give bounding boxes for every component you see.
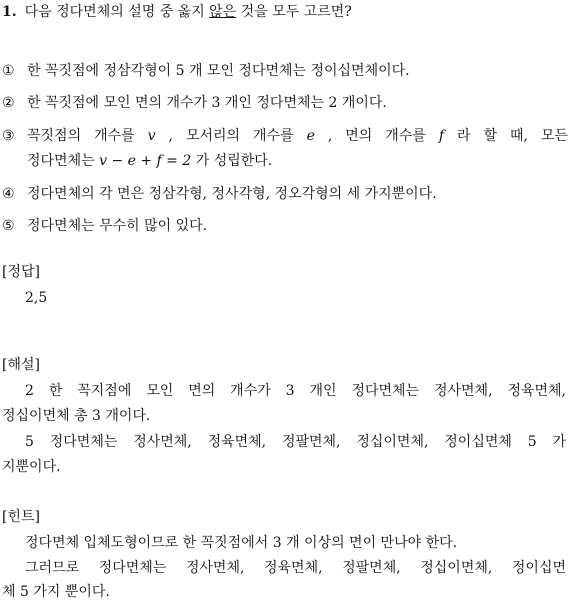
explanation-label: [해설] — [2, 357, 40, 373]
hint-line-1: 정다면체 입체도형이므로 한 꼭짓점에서 3 개 이상의 면이 만나야 한다. — [25, 535, 458, 551]
option-1-marker: ① — [2, 63, 15, 79]
option-3-text-a: 꼭짓점의 개수를 — [27, 128, 148, 144]
option-3-text-c: , 면의 개수를 — [314, 128, 439, 144]
hint-line-2: 그러므로 정다면체는 정사면체, 정육면체, 정팔면체, 정십이면체, 정이십면 — [25, 560, 566, 576]
option-3-marker: ③ — [2, 128, 15, 144]
question-line — [2, 2, 567, 22]
explanation-p2-line-2: 지뿐이다. — [2, 459, 61, 475]
option-2-text: 한 꼭짓점에 모인 면의 개수가 3 개인 정다면체는 2 개이다. — [27, 95, 387, 111]
option-2-marker: ② — [2, 95, 15, 111]
option-1 — [2, 61, 568, 81]
question-text-before: 다음 정다면체의 설명 중 옳지 — [24, 4, 210, 20]
hint-label: [힌트] — [2, 509, 40, 525]
option-3-text-d: 라 할 때, 모든 — [444, 128, 569, 144]
option-5 — [2, 216, 568, 236]
answer-value: 2,5 — [25, 290, 48, 306]
question-underlined-word: 않은 — [209, 4, 237, 20]
option-3-line-2 — [27, 151, 568, 171]
variable-e: e — [306, 128, 315, 144]
variable-v: v — [147, 128, 156, 144]
hint-line-3: 체 5 가지 뿐이다. — [2, 584, 110, 600]
option-3-text-b: , 모서리의 개수를 — [155, 128, 307, 144]
option-4 — [2, 184, 568, 204]
option-1-text: 한 꼭짓점에 정삼각형이 5 개 모인 정다면체는 정이십면체이다. — [27, 63, 410, 79]
option-4-text: 정다면체의 각 면은 정삼각형, 정사각형, 정오각형의 세 가지뿐이다. — [27, 186, 437, 202]
answer-label: [정답] — [2, 264, 40, 280]
option-3-line-1 — [27, 126, 568, 146]
explanation-p1-line-1: 2 한 꼭지점에 모인 면의 개수가 3 개인 정다면체는 정사면체, 정육면체, — [25, 383, 566, 399]
option-5-marker: ⑤ — [2, 218, 15, 234]
euler-formula: v − e + f = 2 — [99, 153, 192, 169]
option-3-line2-text-b: 가 성립한다. — [191, 153, 273, 169]
option-5-text: 정다면체는 무수히 많이 있다. — [27, 218, 208, 234]
option-4-marker: ④ — [2, 186, 15, 202]
question-number: 1. — [2, 4, 17, 20]
explanation-p2-line-1: 5 정다면체는 정사면체, 정육면체, 정팔면체, 정십이면체, 정이십면체 5 가 — [25, 434, 566, 450]
explanation-p1-line-2: 정십이면체 총 3 개이다. — [2, 408, 151, 424]
question-text-after: 것을 모두 고르면? — [236, 4, 352, 20]
option-3 — [2, 126, 569, 169]
variable-f: f — [438, 128, 445, 144]
option-2 — [2, 93, 568, 113]
option-3-line2-text-a: 정다면체는 — [27, 153, 100, 169]
